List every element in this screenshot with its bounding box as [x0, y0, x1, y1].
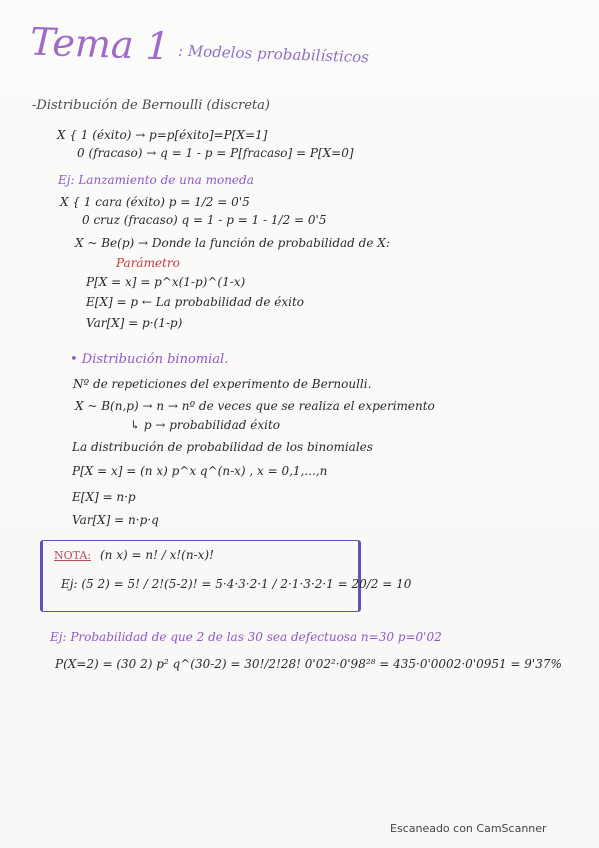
binomial-expectation: E[X] = n·p [72, 490, 136, 504]
combinatorial-formula: (n x) = n! / x!(n-x)! [100, 548, 214, 562]
example2-calculation: P(X=2) = (30 2) p² q^(30-2) = 30!/2!28! 0'02²·0'98²⁸ = 435·0'0002·0'0951 = 9'37% [55, 657, 562, 671]
example1-line1: X { 1 cara (éxito) p = 1/2 = 0'5 [60, 195, 250, 209]
section1-title: -Distribución de Bernoulli (discreta) [32, 98, 270, 113]
note-label: NOTA: [54, 549, 92, 562]
parameter-annotation: Parámetro [116, 256, 180, 270]
bernoulli-def-line2: 0 (fracaso) → q = 1 - p = P[fracaso] = P[X=0] [77, 146, 354, 160]
scanner-footer: Escaneado con CamScanner [390, 822, 547, 835]
section2-title: • Distribución binomial. [70, 352, 229, 367]
example1-title: Ej: Lanzamiento de una moneda [58, 173, 254, 187]
binomial-model: X ~ B(n,p) → n → nº de veces que se realiza el experimento [75, 399, 435, 413]
combinatorial-example: Ej: (5 2) = 5! / 2!(5-2)! = 5·4·3·2·1 / 2·1·3·2·1 = 20/2 = 10 [61, 577, 412, 591]
binomial-distribution-title: La distribución de probabilidad de los binomiales [72, 440, 373, 454]
binomial-intro: Nº de repeticiones del experimento de Bernoulli. [73, 377, 372, 391]
bernoulli-pmf: P[X = x] = p^x(1-p)^(1-x) [86, 275, 246, 289]
bernoulli-variance: Var[X] = p·(1-p) [86, 316, 183, 330]
example1-line2: 0 cruz (fracaso) q = 1 - p = 1 - 1/2 = 0'5 [82, 213, 327, 227]
example2-title: Ej: Probabilidad de que 2 de las 30 sea defectuosa n=30 p=0'02 [50, 630, 442, 644]
binomial-p-definition: ↳ p → probabilidad éxito [130, 418, 280, 432]
bernoulli-def-line1: X { 1 (éxito) → p=p[éxito]=P[X=1] [57, 128, 268, 142]
binomial-pmf: P[X = x] = (n x) p^x q^(n-x) , x = 0,1,...,n [72, 464, 328, 478]
page-title: Tema 1 [29, 19, 171, 69]
binomial-variance: Var[X] = n·p·q [72, 513, 159, 527]
bernoulli-expectation: E[X] = p ← La probabilidad de éxito [86, 295, 305, 309]
page-subtitle: : Modelos probabilísticos [177, 41, 370, 67]
bernoulli-dist-def: X ~ Be(p) → Donde la función de probabilidad de X: [75, 236, 390, 250]
